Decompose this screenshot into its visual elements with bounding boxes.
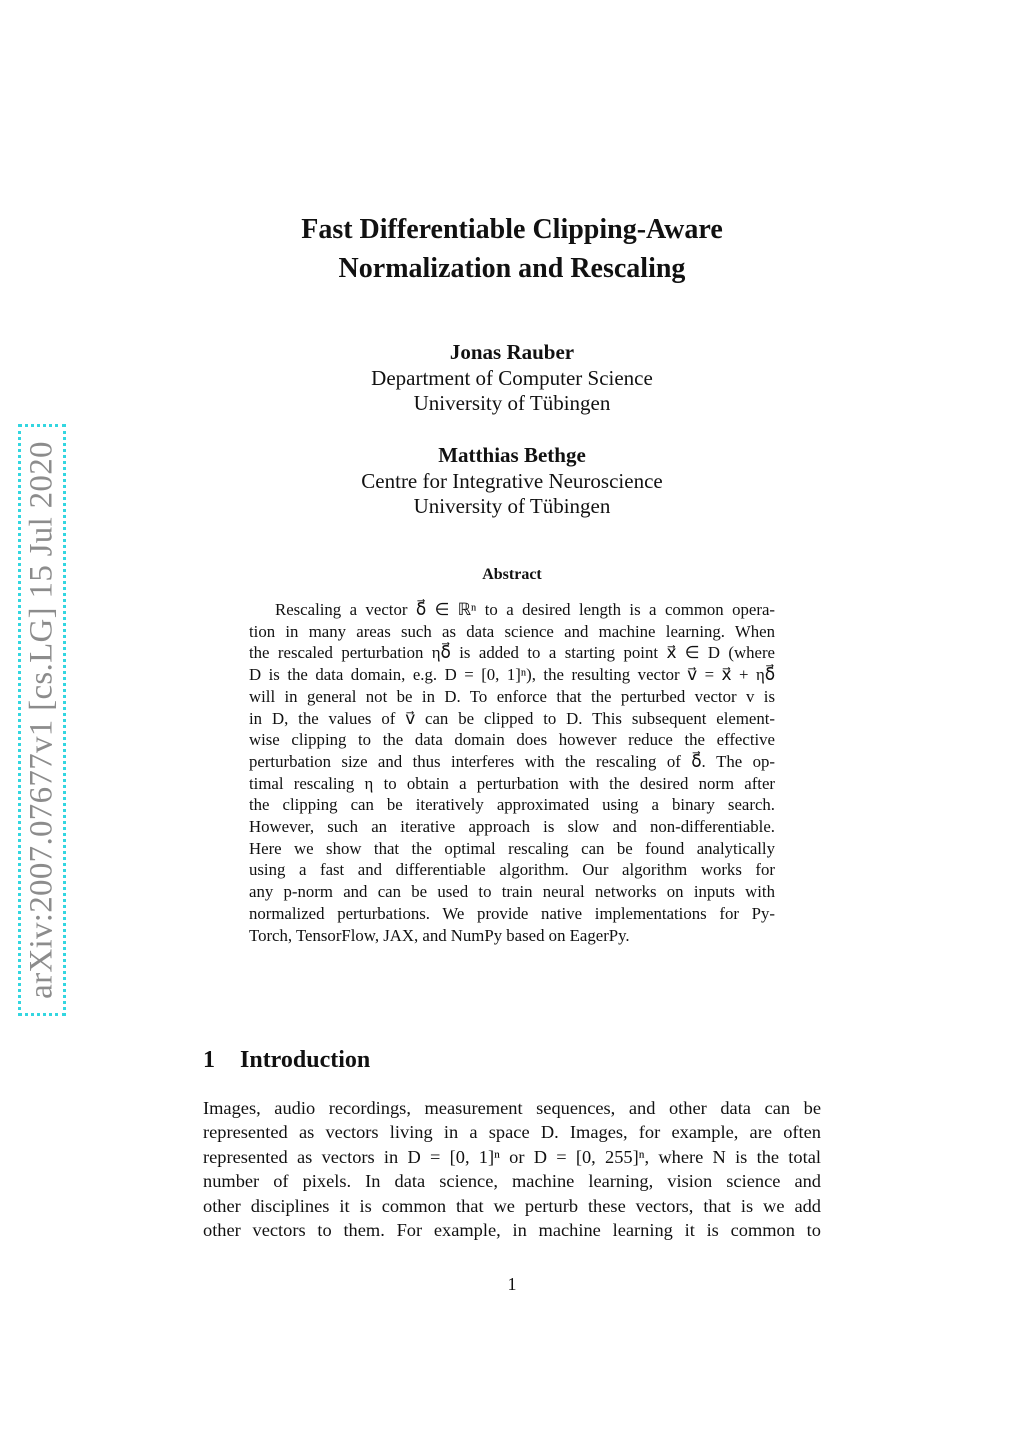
abstract-line: in D, the values of v⃗ can be clipped to D. This subsequent element-	[249, 708, 775, 728]
abstract-line: timal rescaling η to obtain a perturbation with the desired norm after	[249, 773, 775, 793]
author-block	[200, 443, 824, 520]
author-block	[200, 340, 824, 417]
abstract-line: the clipping can be iteratively approximated using a binary search.	[249, 795, 775, 815]
abstract-line: using a fast and differentiable algorithm. Our algorithm works for	[249, 860, 775, 880]
abstract-line: Rescaling a vector δ⃗ ∈ ℝⁿ to a desired length is a common opera-	[275, 600, 775, 619]
abstract-line: Here we show that the optimal rescaling can be found analytically	[249, 838, 775, 858]
abstract-line: tion in many areas such as data science and machine learning. When	[249, 621, 775, 641]
paper-title	[200, 210, 824, 288]
arxiv-stamp	[18, 424, 66, 1016]
section-number: 1	[203, 1047, 215, 1073]
author-name: Jonas Rauber	[449, 340, 575, 364]
title-line: Fast Differentiable Clipping-Aware	[301, 214, 723, 245]
intro-line: other vectors to them. For example, in machine learning it is common to	[203, 1220, 821, 1241]
author-university: University of Tübingen	[413, 494, 611, 518]
intro-line: other disciplines it is common that we perturb these vectors, that is we add	[203, 1195, 821, 1216]
intro-line: Images, audio recordings, measurement sequences, and other data can be	[203, 1098, 821, 1118]
abstract-line: the rescaled perturbation ηδ⃗ is added to a starting point x⃗ ∈ D (where	[249, 643, 775, 663]
abstract-line: will in general not be in D. To enforce that the perturbed vector v is	[249, 686, 775, 706]
title-line: Normalization and Rescaling	[338, 253, 686, 284]
author-affiliation: Centre for Integrative Neuroscience	[361, 468, 663, 493]
section-title: Introduction	[240, 1047, 371, 1073]
intro-line: represented as vectors living in a space D. Images, for example, are often	[203, 1122, 821, 1143]
author-university: University of Tübingen	[413, 391, 611, 415]
author-name: Matthias Bethge	[438, 443, 586, 467]
page-number: 1	[507, 1274, 517, 1294]
abstract-line: However, such an iterative approach is slow and non-differentiable.	[249, 817, 775, 837]
abstract-body	[249, 599, 775, 946]
abstract-line: any p-norm and can be used to train neural networks on inputs with	[249, 882, 775, 902]
intro-line: number of pixels. In data science, machine learning, vision science and	[203, 1171, 821, 1192]
abstract-line: Torch, TensorFlow, JAX, and NumPy based on EagerPy.	[249, 925, 630, 945]
abstract-heading: Abstract	[482, 566, 542, 583]
section-heading	[203, 1047, 370, 1074]
abstract-line: wise clipping to the data domain does however reduce the effective	[249, 730, 775, 750]
introduction-body	[203, 1096, 821, 1242]
arxiv-identifier: arXiv:2007.07677v1 [cs.LG] 15 Jul 2020	[23, 441, 60, 999]
abstract-line: D is the data domain, e.g. D = [0, 1]ⁿ), the resulting vector v⃗ = x⃗ + ηδ⃗	[249, 665, 775, 685]
abstract-line: normalized perturbations. We provide native implementations for Py-	[249, 903, 775, 923]
abstract-line: perturbation size and thus interferes with the rescaling of δ⃗. The op-	[249, 751, 775, 771]
author-affiliation: Department of Computer Science	[371, 365, 653, 390]
intro-line: represented as vectors in D = [0, 1]ⁿ or D = [0, 255]ⁿ, where N is the total	[203, 1146, 821, 1167]
